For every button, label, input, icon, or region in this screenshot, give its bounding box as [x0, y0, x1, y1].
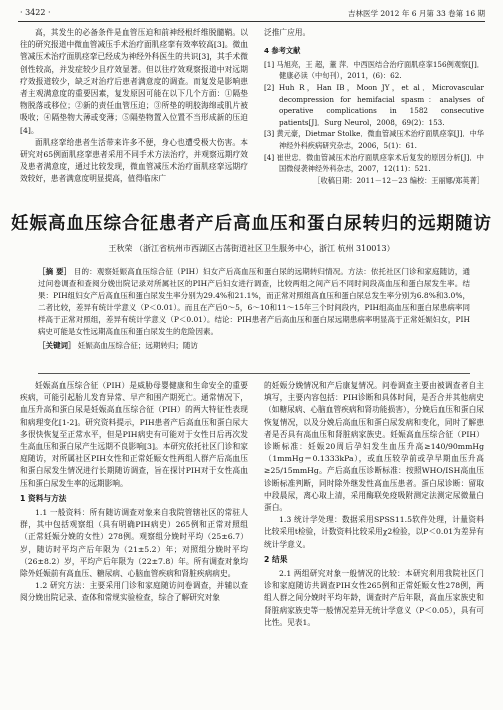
section-heading: 2 结果 — [264, 554, 288, 564]
keywords — [38, 340, 470, 352]
reference-item: [4] 崔世忠．微血管减压术治疗面肌痉挛术后复发的原因分析[J]．中国微侵袭神经外科杂志，2007，12(11)：521. — [264, 152, 484, 174]
page-number: · 3422 · — [20, 8, 51, 17]
body-paragraph: 面肌痉挛给患者生活带来许多不便，身心也遭受极大伤害。本研究对65例面肌痉挛患者采用不同手术方法治疗，并观察远期疗效及患者满意度，通过比较发现，微血管减压术治疗面肌痉挛远期疗效较好，患者满意度明显提高，值得临床广 — [20, 137, 248, 184]
article-column-left — [20, 380, 248, 605]
abstract-label: ［摘 要］ — [38, 267, 72, 276]
abstract-divider — [38, 373, 470, 374]
references — [264, 45, 484, 186]
author-affiliation: 王秋荣 （浙江省杭州市西湖区古荡街道社区卫生服务中心，浙江 杭州 310013） — [108, 244, 395, 253]
body-paragraph: 的妊娠分娩情况和产后康复情况。问卷调查主要由被调查者自主填写，主要内容包括：PIH诊断和具体时间，是否合并其他病史（如糖尿病、心脑血管疾病和肾功能损害），分娩后血压和蛋白尿恢复情况，以及分娩后高血压和蛋白尿发病和变化，同时了解患者是否具有高血压和肾脏病家族史。妊娠高血压综合征（PIH）诊断标准：妊娠20周后孕妇发生血压升高≥140/90mmHg（1mmHg＝0.1333kPa），或血压较孕前或孕早期血压升高≥25/15mmHg。产后高血压诊断标准：按照WHO/ISH高血压诊断标准判断，同时除外继发性高血压患者。蛋白尿诊断：留取中段晨尿，离心取上清，采用酶联免疫吸附测定法测定尿微量白蛋白。 — [264, 381, 484, 513]
abstract-text — [38, 266, 470, 338]
body-paragraph: 2.1 两组研究对象一般情况的比较：本研究利用我院社区门诊和家庭随访共调查PIH女性265例和正常妊娠女性278例，两组人群之间分娩时平均年龄，调查时产后年限，高血压家族史和肾脏病家族史等一般情况差异无统计学意义（P＜0.05），具有可比性。见表1。 — [264, 569, 484, 627]
body-paragraph: 妊娠高血压综合征（PIH）是威胁母婴健康和生命安全的重要疾病，可能引起胎儿发育异常、早产和围产期死亡。通常情况下，血压升高和蛋白尿是妊娠高血压综合征（PIH）的两大特征性表现和病理变化[1-2]。研究资料提示，PIH患者产后高血压和蛋白尿大多很快恢复至正常水平，但是PIH病史有可能对于女性日后再次发生高血压和蛋白尿产生远期不良影响[3]。本研究依托社区门诊和家庭随访，对所属社区PIH女性和正常妊娠女性两组人群产后高血压和蛋白尿发生情况进行长期随访调查，旨在探讨PIH对于女性高血压和蛋白尿发生率的远期影响。 — [20, 381, 248, 488]
body-paragraph: 高，其发生的必备条件是血管压迫和前神经根纤维脱髓鞘。以往的研究报道中微血管减压手术治疗面肌痉挛有效率较高[3]。微血管减压术治疗面肌痉挛已经成为神经外科医生的共识[3]，其手术微创性较高，并发症较少且疗效显著。但以往疗效观察报道中对远期疗效报道较少，缺乏对治疗后患者满意度的调查。而复发是影响患者主观满意度的重要因素，复发原因可能在以下几个方面：①隔垫物脱落或移位；②新的责任血管压迫；③所垫的明胶海绵或肌片被吸收；④隔垫物大薄或变薄；⑤隔垫物置入位置不当形成新的压迫[4]。 — [20, 28, 248, 135]
header-rule — [18, 21, 485, 22]
section-heading: 1 资料与方法 — [20, 493, 67, 503]
keywords-label: ［关键词］ — [38, 341, 76, 350]
received-date: ［收稿日期：2011－12－23 编校：王丽娜/郑英菁］ — [313, 175, 484, 185]
article-column-right — [264, 380, 484, 629]
reference-item: [3] 黄元豪，Dietmar Stolke．微血管减压术治疗面肌痉挛[J]．中华神经外科疾病研究杂志，2006，5(1)：61. — [264, 129, 484, 150]
body-paragraph: 1.1 一般资料：所有随访调查对象来自我院管辖社区的常驻人群，其中包括观察组（具有明确PIH病史）265例和正常对照组（正常妊娠分娩的女性）278例。观察组分娩时平均（25±6.7）岁，随访时平均产后年限为（21±5.2）年；对照组分娩时平均（26±8.2）岁，平均产后年限为（22±7.8）年。所有调查对象均除外妊娠前有高血压、糖尿病、心脑血管疾病和肾脏疾病病史。 — [20, 508, 248, 579]
previous-article-column-right — [264, 27, 484, 186]
abstract-body: 目的：观察妊娠高血压综合征（PIH）妇女产后高血压和蛋白尿的远期转归情况。方法：依托社区门诊和家庭随访，通过问卷调查和查阅分娩出院记录对所属社区的PIH产后妇女进行调查，比较两组之间产后不同时间段高血压和蛋白尿发生率。结果：PIH组妇女产后高血压和蛋白尿发生率分别为29.4%和21.1%，而正常对照组高血压和蛋白尿总发生率分别为6.8%和3.0%，二者比较，差异有统计学意义（P＜0.01）。而且在产后0～5，6～10和11～15年三个时间段内，PIH组高血压和蛋白尿患病率同样高于正常对照组，差异有统计学意义（P＜0.01）。结论：PIH患者产后高血压和蛋白尿远期患病率明显高于正常妊娠妇女，PIH病史可能是女性远期高血压和蛋白尿发生的危险因素。 — [38, 267, 470, 336]
abstract — [38, 266, 470, 352]
reference-item: [1] 马旭亮，王 超，董 萍．中西医结合治疗面肌痉挛156例观察[J]．健康必读（中旬刊），2011，(6)：62. — [264, 59, 484, 81]
references-heading: 4 参考文献 — [264, 46, 301, 56]
body-paragraph: 1.2 研究方法：主要采用门诊和家庭随访问卷调查，并辅以查阅分娩出院记录、查体和常规实验检查，综合了解研究对象 — [20, 581, 248, 603]
reference-item: [2] Huh R，Han IB，Moon JY，et al．Microvascular decompression for hemifacial spasm：analyses of operative complications in 1582 consecutive patients[J]．Surg Neurol，2008，69(2)：153. — [264, 82, 484, 127]
body-paragraph: 泛推广应用。 — [264, 28, 311, 37]
article-title: 妊娠高血压综合征患者产后高血压和蛋白尿转归的远期随访 — [11, 214, 492, 234]
body-paragraph: 1.3 统计学处理：数据采用SPSS11.5软件处理，计量资料比较采用t检验，计数资料比较采用χ2检验，以P＜0.01为差异有统计学意义。 — [264, 515, 484, 549]
previous-article-column-left — [20, 27, 248, 186]
journal-header: 吉林医学 2012 年 6 月第 33 卷第 16 期 — [347, 9, 485, 18]
keywords-body: 妊娠高血压综合征；远期转归；随访 — [77, 341, 198, 350]
